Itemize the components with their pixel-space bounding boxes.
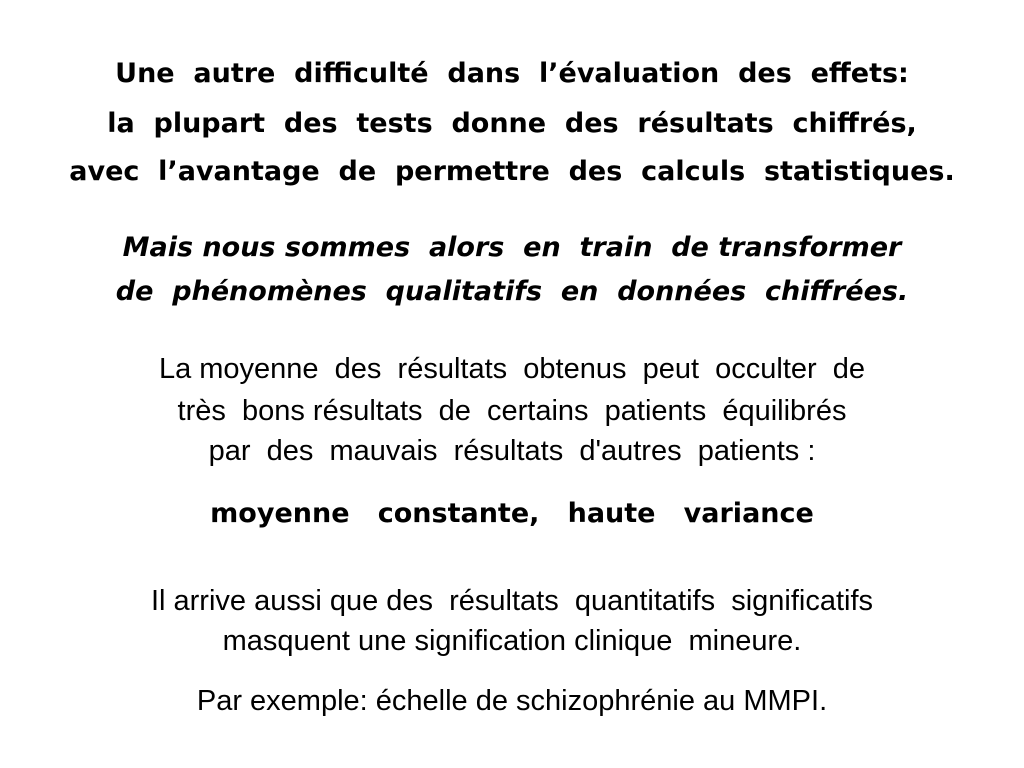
text-line: Mais nous sommes alors en train de transformer [122, 232, 902, 263]
text-line: La moyenne des résultats obtenus peut occulter de [158, 353, 866, 385]
text-line: de phénomènes qualitatifs en données chiffrées. [115, 276, 909, 307]
text-line: masquent une signification clinique mineure. [222, 625, 802, 657]
text-line: par des mauvais résultats d'autres patients : [208, 435, 816, 467]
text-line: très bons résultats de certains patients équilibrés [177, 395, 847, 427]
example-line: Par exemple: échelle de schizophrénie au MMPI. [196, 685, 828, 717]
emphasis-line: moyenne constante, haute variance [210, 498, 814, 529]
text-line: la plupart des tests donne des résultats chiffrés, [107, 108, 917, 139]
text-line: Une autre difficulté dans l’évaluation des effets: [115, 58, 909, 89]
text-line: avec l’avantage de permettre des calculs statistiques. [69, 156, 955, 187]
text-line: Il arrive aussi que des résultats quantitatifs significatifs [150, 585, 874, 617]
